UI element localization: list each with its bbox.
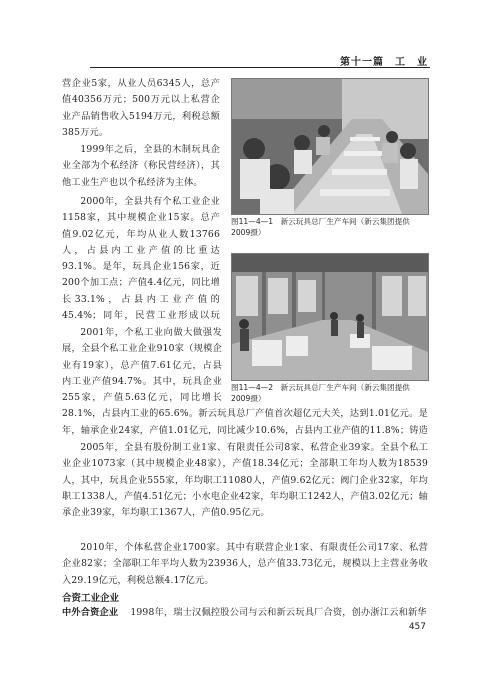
- lead-term: 中外合资企业: [62, 607, 119, 618]
- paragraph-2: 1999年之后，全县的木制玩具企业全部为个私经济（称民营经济），其他工业生产也以个私经济为主体。: [62, 144, 220, 188]
- paragraph-4-text: 2001年，个私工业向做大做强发展，全县个私工业企业910家（规模企业有19家），总产值7.61亿元，占县内工业产值94.7%。其中，玩具企业255家，产值5.63亿元，同比增长28.1%，占县内工业的65.6%。新云玩具总厂产值首次超亿元大关，达到1.01亿元。是年，轴承企业24家，产值1.01亿元，同比减少10.6%，占县内工业产值的11.8%；铸造: [62, 327, 428, 436]
- paragraph-3: 2000年，全县共有个私工业企业1158家，其中规模企业15家。总产值9.02亿元，年均从业人数13766人，占县内工业产值的比重达93.1%。是年，玩具企业156家，近200个加工点；产值4.4亿元，同比增长33.1%，占县内工业产值的45.4%；同年，民营工业形成以玩: [62, 196, 220, 322]
- header-rule: [90, 67, 430, 68]
- figure-2-caption: 图11—4—2 新云玩具总厂生产车间（新云集团提供 2009摄）: [231, 383, 418, 403]
- last-paragraph: [62, 605, 428, 622]
- page-number: 457: [408, 622, 426, 632]
- paragraph-5: 2005年，全县有股份制工业1家、有限责任公司8家、私营企业39家。全县个私工业企业1073家（其中规模企业48家），产值18.34亿元；全部职工年均人数为18539人，其中，玩具企业555家，年均职工11080人，产值9.62亿元；阀门企业32家，年均职工1338人，产值4.51亿元；小水电企业42家，年均职工1242人，产值3.02亿元；轴承企业39家，年均职工1367人，产值0.95亿元。: [62, 442, 428, 519]
- factory-workshop-photo-1: [231, 78, 429, 215]
- chapter-header: 第十一篇 工 业: [340, 57, 428, 68]
- section-heading: 合资工业企业: [62, 593, 120, 604]
- paragraph-1: 营企业5家，从业人员6345人，总产值40356万元；500万元以上私营企业产品销售收入5194万元，利税总额385万元。: [62, 78, 220, 138]
- factory-workshop-photo-2: [231, 253, 429, 381]
- figure-1-caption: 图11—4—1 新云玩具总厂生产车间（新云集团提供 2009摄）: [231, 217, 418, 237]
- last-paragraph-text: 1998年，瑞士汉佩控股公司与云和新云玩具厂合资，创办浙江云和新华: [130, 607, 427, 618]
- paragraph-6: 2010年，个体私营企业1700家。其中有联营企业1家、有限责任公司17家、私营企业82家；全部职工年平均人数为23936人，总产值33.73亿元，规模以上主营业务收入29.19亿元，利税总额4.17亿元。: [62, 542, 428, 586]
